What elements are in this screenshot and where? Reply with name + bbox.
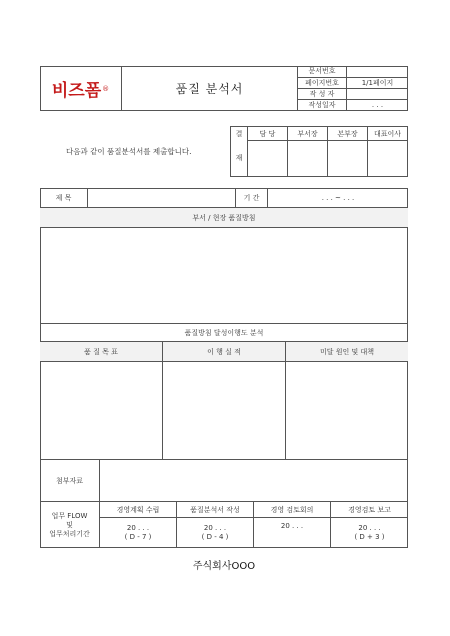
approval-header-dept-head: 부서장 <box>288 127 328 141</box>
flow-step-1-term: ( D - 7 ) <box>124 533 152 541</box>
flow-step-1-title: 경영계획 수립 <box>100 502 177 518</box>
logo <box>40 66 122 111</box>
flow-step-4-date[interactable] <box>331 518 408 548</box>
flow-step-3-date-text: 20 . . . <box>280 522 304 530</box>
flow-step-1-date[interactable] <box>100 518 177 548</box>
flow-step-2-title: 품질분석서 작성 <box>177 502 254 518</box>
approval-table <box>230 126 408 177</box>
column-causes-measures: 미달 원인 및 대책 <box>286 342 408 362</box>
approval-sign-dept-head[interactable] <box>288 141 328 177</box>
meta-value-doc-number[interactable] <box>347 66 409 77</box>
column-quality-goal: 품 질 목 표 <box>40 342 163 362</box>
cell-quality-goal[interactable] <box>40 362 163 460</box>
approval-header-ceo: 대표이사 <box>368 127 408 141</box>
meta-label-date: 작성일자 <box>298 99 347 111</box>
approval-header-division-head: 본부장 <box>328 127 368 141</box>
subject-input[interactable] <box>88 188 236 208</box>
flow-label-line-1: 업무 FLOW <box>51 511 88 520</box>
flow-step-2-term: ( D - 4 ) <box>201 533 229 541</box>
approval-header-manager: 담 당 <box>248 127 288 141</box>
flow-label-line-2: 및 <box>66 520 73 529</box>
period-label: 기 간 <box>236 188 268 208</box>
flow-label-line-3: 업무처리기간 <box>49 529 90 538</box>
cell-causes-measures[interactable] <box>286 362 408 460</box>
flow-step-1-date-text: 20 . . . <box>126 524 150 532</box>
footer-company: 주식회사OOO <box>192 561 256 572</box>
cell-performance[interactable] <box>163 362 286 460</box>
logo-text: 비즈폼 <box>51 81 102 101</box>
column-performance: 이 행 실 적 <box>163 342 286 362</box>
section-quality-policy-title: 부서 / 현장 품질방침 <box>40 208 408 228</box>
approval-side-bottom: 재 <box>231 141 248 177</box>
flow-step-4-term: ( D + 3 ) <box>354 533 385 541</box>
meta-value-author[interactable] <box>347 88 409 99</box>
flow-label <box>40 502 100 548</box>
attachment-field[interactable] <box>100 460 408 502</box>
registered-mark-icon: ® <box>102 84 110 93</box>
flow-step-4-date-text: 20 . . . <box>358 524 381 532</box>
subject-label: 제 목 <box>40 188 88 208</box>
meta-value-date[interactable]: . . . <box>347 99 409 111</box>
flow-step-2-date-text: 20 . . . <box>203 524 227 532</box>
period-value[interactable]: . . . ~ . . . <box>321 194 355 202</box>
approval-side-top: 결 <box>231 127 248 141</box>
meta-label-page: 페이지번호 <box>298 77 347 88</box>
doc-meta-table <box>298 66 408 111</box>
approval-sign-manager[interactable] <box>248 141 288 177</box>
section-achievement-title: 품질방침 달성이행도 분석 <box>40 324 408 342</box>
intro-text: 다음과 같이 품질분석서를 제출합니다. <box>66 147 192 156</box>
approval-sign-ceo[interactable] <box>368 141 408 177</box>
section-quality-policy-body[interactable] <box>40 228 408 324</box>
flow-step-3-date[interactable] <box>254 518 331 548</box>
attachment-label: 첨부자료 <box>40 460 100 502</box>
approval-sign-division-head[interactable] <box>328 141 368 177</box>
flow-step-2-date[interactable] <box>177 518 254 548</box>
flow-step-3-title: 경영 검토회의 <box>254 502 331 518</box>
meta-label-author: 작 성 자 <box>298 88 347 99</box>
flow-step-4-title: 경영검토 보고 <box>331 502 408 518</box>
meta-value-page: 1/1페이지 <box>347 77 409 88</box>
meta-label-doc-number: 문서번호 <box>298 66 347 77</box>
doc-title: 품질 분석서 <box>122 66 298 111</box>
